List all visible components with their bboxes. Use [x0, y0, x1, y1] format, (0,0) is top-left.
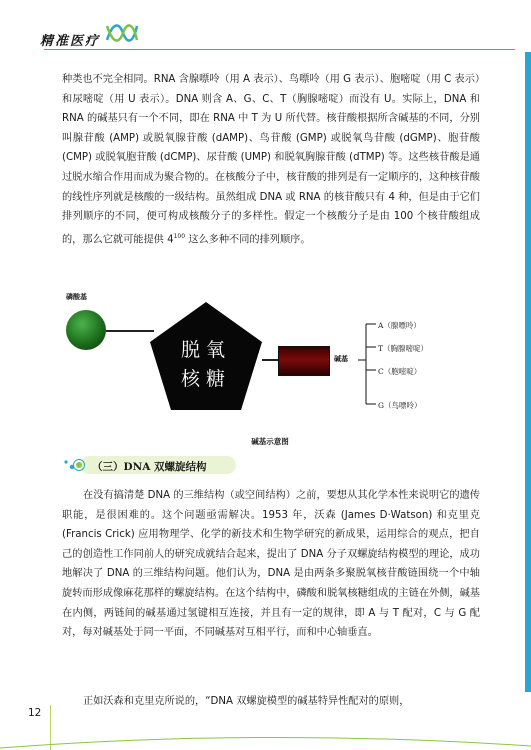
base-bracket [356, 318, 378, 408]
paragraph-nucleotide-bases [62, 70, 480, 250]
sugar-base-bond [262, 359, 278, 361]
base-label: 碱基 [334, 354, 348, 363]
base-item-c: C（胞嘧啶） [378, 367, 422, 376]
page-number: 12 [28, 707, 42, 719]
base-item-g: G（鸟嘌呤） [378, 401, 422, 410]
base-rectangle [278, 346, 330, 376]
phosphate-label: 磷酸基 [66, 292, 87, 301]
footer-decoration [0, 730, 531, 750]
header-title: 精准医疗 [40, 34, 101, 49]
page-header [0, 0, 531, 60]
header-rule [44, 49, 515, 50]
base-item-t: T（胸腺嘧啶） [378, 344, 429, 353]
paragraph-watson-crick: 正如沃森和克里克所说的，“DNA 双螺旋模型的碱基特异性配对的原则， [83, 696, 410, 707]
section-title: （三）DNA 双螺旋结构 [92, 461, 207, 473]
exponent: 100 [173, 232, 186, 240]
sugar-line-2: 核糖 [180, 368, 231, 390]
paragraph-double-helix: 在没有搞清楚 DNA 的三维结构（或空间结构）之前，要想从其化学本性来说明它的遗传职能，是很困难的。这个问题亟需解决。1953 年，沃森 (James D·Watson) 和克里克 (Francis Crick) 应用物理学、化学的新技术和生物学研究的新成果，运用综合的观点，把自己的创造性工作同前人的研究成就结合起来，提出了 DNA 分子双螺旋结构模型的理论，成功地解决了 DNA 的三维结构问题。他们认为，DNA 是由两条多聚脱氧核苷酸链围绕一个中轴旋转而形成像麻花那样的螺旋结构。在这个结构中，磷酸和脱氧核糖组成的主链在外侧，碱基在内侧，两链间的碱基通过氢键相互连接，并且有一定的规律，即 A 与 T 配对，C 与 G 配对，每对碱基处于同一平面，不同碱基对互相平行，而和中心轴垂直。 [62, 490, 480, 639]
base-diagram [60, 288, 480, 448]
phosphate-sugar-bond [106, 330, 154, 332]
side-color-bar [525, 52, 531, 692]
deoxyribose-label [168, 336, 244, 394]
dna-helix-icon [105, 20, 139, 46]
sugar-line-1: 脱氧 [180, 339, 231, 361]
paragraph-text: 种类也不完全相同。RNA 含腺嘌呤（用 A 表示）、鸟嘌呤（用 G 表示）、胞嘧啶（用 C 表示）和尿嘧啶（用 U 表示）。DNA 则含 A、G、C、T（胸腺嘧啶）而没有 U。实际上，DNA 和 RNA 的碱基只有一个不同，即在 RNA 中 T 为 U 所代替。核苷酸根据所含碱基的不同，分别叫腺苷酸 (AMP) 或脱氧腺苷酸 (dAMP)、鸟苷酸 (GMP) 或脱氧鸟苷酸 (dGMP)、胞苷酸 (CMP) 或脱氧胞苷酸 (dCMP)、尿苷酸 (UMP) 和脱氧胸腺苷酸 (dTMP) 等。这些核苷酸是通过脱水缩合作用而成为聚合物的。在核酸分子中，核苷酸的排列是有一定顺序的，这种核苷酸的线性序列就是核酸的一级结构。虽然组成 DNA 或 RNA 的核苷酸只有 4 种，但是由于它们排列顺序的不同，便可构成核酸分子的多样性。假定一个核酸分子是由 100 个核苷酸组成的，那么它就可能提供 4 [62, 74, 480, 246]
section-heading [60, 454, 240, 476]
phosphate-circle [66, 310, 106, 350]
paragraph-text-end: 这么多种不同的排列顺序。 [185, 234, 311, 246]
base-item-a: A（腺嘌呤） [378, 321, 421, 330]
figure-caption: 碱基示意图 [251, 437, 289, 446]
